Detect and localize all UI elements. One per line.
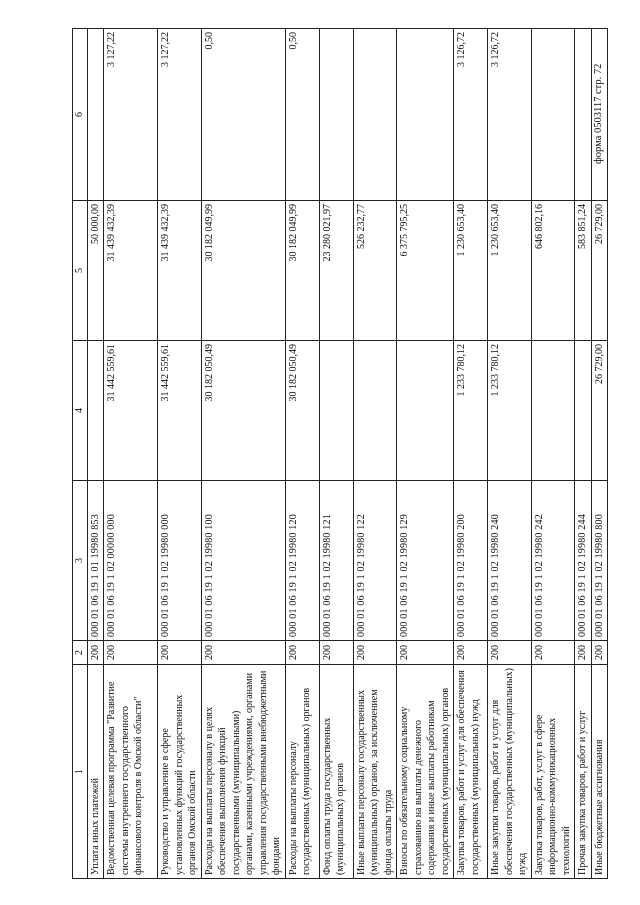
cell-line-code: 200 <box>397 641 454 665</box>
cell-approved <box>397 341 454 481</box>
cell-name: Прочая закупка товаров, работ и услуг <box>575 665 592 879</box>
cell-line-code: 200 <box>201 641 285 665</box>
cell-unexecuted: 3 127,22 <box>158 29 202 201</box>
cell-executed: 30 182 049,99 <box>201 201 285 341</box>
cell-executed: 1 230 653,40 <box>488 201 532 341</box>
cell-budget-code: 000 01 06 19 1 02 00000 000 <box>104 481 158 641</box>
cell-approved: 1 233 780,12 <box>454 341 488 481</box>
table-row <box>87 29 104 879</box>
cell-executed: 6 375 795,25 <box>397 201 454 341</box>
cell-unexecuted <box>397 29 454 201</box>
cell-budget-code: 000 01 06 19 1 02 19980 122 <box>353 481 397 641</box>
cell-executed: 526 232,77 <box>353 201 397 341</box>
table-row <box>454 29 488 879</box>
cell-line-code: 200 <box>575 641 592 665</box>
cell-line-code: 200 <box>454 641 488 665</box>
cell-line-code: 200 <box>104 641 158 665</box>
cell-executed: 26 729,00 <box>591 201 608 341</box>
header-col-3: 3 <box>73 481 88 641</box>
cell-unexecuted <box>319 29 353 201</box>
cell-line-code: 200 <box>158 641 202 665</box>
cell-approved: 1 233 780,12 <box>488 341 532 481</box>
cell-name: Взносы по обязательному социальному страхованию на выплаты денежного содержания и иные выплаты работникам государственных (муниципальных) органов <box>397 665 454 879</box>
cell-unexecuted: 3 126,72 <box>454 29 488 201</box>
table-row <box>397 29 454 879</box>
cell-name: Фонд оплаты труда государственных (муниципальных) органов <box>319 665 353 879</box>
cell-budget-code: 000 01 06 19 1 01 19980 853 <box>87 481 104 641</box>
cell-budget-code: 000 01 06 19 1 02 19980 242 <box>531 481 575 641</box>
cell-budget-code: 000 01 06 19 1 02 19980 121 <box>319 481 353 641</box>
cell-budget-code: 000 01 06 19 1 02 19980 240 <box>488 481 532 641</box>
cell-unexecuted: 3 126,72 <box>488 29 532 201</box>
cell-line-code: 200 <box>531 641 575 665</box>
report-table <box>72 28 608 879</box>
cell-name: Уплата иных платежей <box>87 665 104 879</box>
table-row <box>591 29 608 879</box>
cell-name: Иные закупки товаров, работ и услуг для обеспечения государственных (муниципальных) нужд <box>488 665 532 879</box>
cell-budget-code: 000 01 06 19 1 02 19980 244 <box>575 481 592 641</box>
cell-approved: 30 182 050,49 <box>201 341 285 481</box>
cell-unexecuted <box>87 29 104 201</box>
cell-approved: 30 182 050,49 <box>285 341 319 481</box>
cell-budget-code: 000 01 06 19 1 02 19980 200 <box>454 481 488 641</box>
cell-approved: 31 442 559,61 <box>104 341 158 481</box>
cell-unexecuted <box>531 29 575 201</box>
cell-line-code: 200 <box>488 641 532 665</box>
table-row <box>353 29 397 879</box>
cell-name: Расходы на выплаты персоналу государственных (муниципальных) органов <box>285 665 319 879</box>
cell-budget-code: 000 01 06 19 1 02 19980 800 <box>591 481 608 641</box>
header-col-4: 4 <box>73 341 88 481</box>
table-row <box>158 29 202 879</box>
cell-unexecuted <box>575 29 592 201</box>
cell-approved <box>353 341 397 481</box>
cell-budget-code: 000 01 06 19 1 02 19980 100 <box>201 481 285 641</box>
table-row <box>201 29 285 879</box>
header-col-6: 6 <box>73 29 88 201</box>
cell-line-code: 200 <box>591 641 608 665</box>
cell-unexecuted: 3 127,22 <box>104 29 158 201</box>
table-row <box>531 29 575 879</box>
cell-executed: 583 851,24 <box>575 201 592 341</box>
table-body <box>73 29 608 879</box>
table-row <box>104 29 158 879</box>
cell-unexecuted <box>591 29 608 201</box>
cell-approved <box>575 341 592 481</box>
cell-approved: 26 729,00 <box>591 341 608 481</box>
cell-executed: 31 439 432,39 <box>158 201 202 341</box>
cell-budget-code: 000 01 06 19 1 02 19980 120 <box>285 481 319 641</box>
header-col-1: 1 <box>73 665 88 879</box>
header-col-5: 5 <box>73 201 88 341</box>
cell-name: Иные бюджетные ассигнования <box>591 665 608 879</box>
cell-name: Руководство и управление в сфере установленных функций государственных органов Омской области <box>158 665 202 879</box>
cell-executed: 50 000,00 <box>87 201 104 341</box>
header-row <box>73 29 88 879</box>
cell-line-code: 200 <box>87 641 104 665</box>
table-row <box>319 29 353 879</box>
cell-executed: 23 280 021,97 <box>319 201 353 341</box>
cell-approved: 31 442 559,61 <box>158 341 202 481</box>
cell-name: Закупка товаров, работ, услуг в сфере информационно-коммуникационных технологий <box>531 665 575 879</box>
cell-unexecuted: 0,50 <box>201 29 285 201</box>
cell-name: Иные выплаты персоналу государственных (муниципальных) органов, за исключением фонда оплаты труда <box>353 665 397 879</box>
cell-name: Ведомственная целевая программа "Развитие системы внутреннего государственного финансового контроля в Омской области" <box>104 665 158 879</box>
cell-unexecuted: 0,50 <box>285 29 319 201</box>
cell-line-code: 200 <box>319 641 353 665</box>
cell-name: Расходы на выплаты персоналу в целях обеспечения выполнения функций государственными (муниципальными) органами, казенными учреждениями, органами управления государственными внебюджетными фондами <box>201 665 285 879</box>
cell-line-code: 200 <box>353 641 397 665</box>
table-row <box>285 29 319 879</box>
form-number-text: форма 0503117 стр. 72 <box>593 63 604 164</box>
cell-budget-code: 000 01 06 19 1 02 19980 129 <box>397 481 454 641</box>
cell-unexecuted <box>353 29 397 201</box>
cell-approved <box>319 341 353 481</box>
cell-name: Закупка товаров, работ и услуг для обеспечения государственных (муниципальных) нужд <box>454 665 488 879</box>
table-row <box>488 29 532 879</box>
cell-approved <box>87 341 104 481</box>
header-col-2: 2 <box>73 641 88 665</box>
cell-executed: 30 182 049,99 <box>285 201 319 341</box>
cell-budget-code: 000 01 06 19 1 02 19980 000 <box>158 481 202 641</box>
table-row <box>575 29 592 879</box>
cell-executed: 646 802,16 <box>531 201 575 341</box>
cell-approved <box>531 341 575 481</box>
cell-line-code: 200 <box>285 641 319 665</box>
cell-executed: 1 230 653,40 <box>454 201 488 341</box>
cell-executed: 31 439 432,39 <box>104 201 158 341</box>
